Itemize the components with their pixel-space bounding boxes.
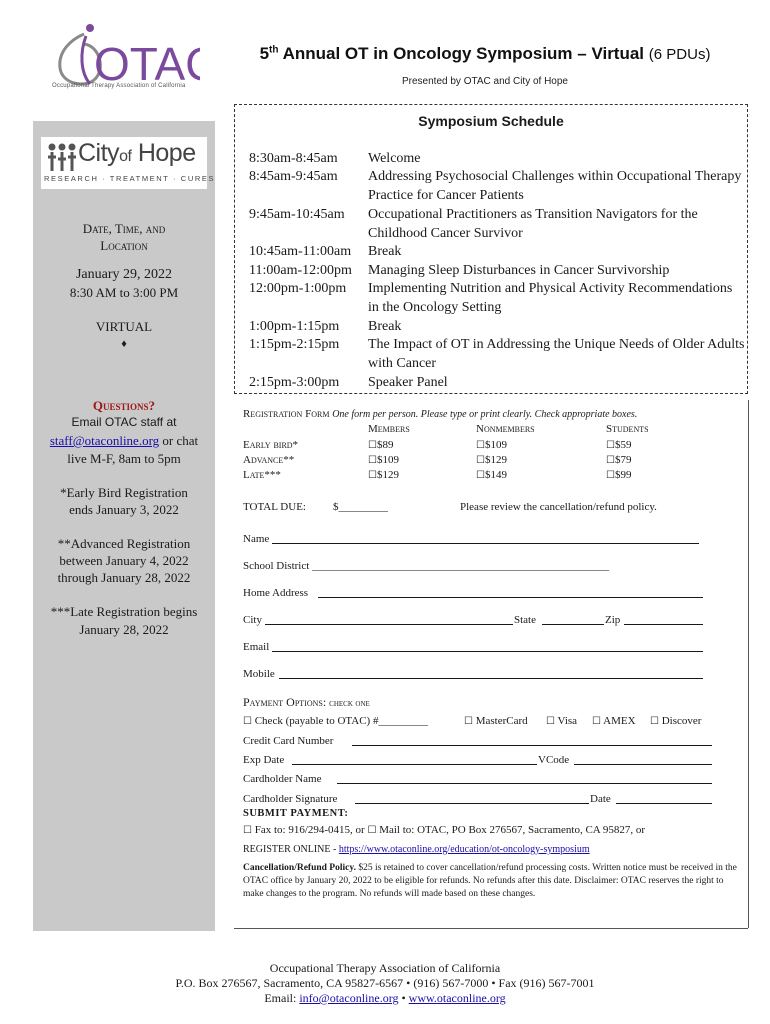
advanced-title: **Advanced Registration — [57, 536, 191, 551]
schedule-time: 8:45am-9:45am — [249, 169, 338, 184]
checkbox-icon: ☐ — [592, 716, 601, 727]
checkbox-icon: ☐ — [546, 716, 555, 727]
logo-text: OTA — [94, 38, 186, 90]
event-virtual: VIRTUAL — [95, 319, 153, 334]
city-of-hope-icon — [44, 141, 80, 177]
col-members: Members — [368, 423, 410, 435]
price-checkbox[interactable]: ☐$109 — [476, 439, 507, 451]
total-due-field[interactable]: $_________ — [333, 501, 388, 513]
form-bottom-rule — [234, 928, 748, 929]
name-label: Name — [243, 533, 270, 545]
schedule-desc: The Impact of OT in Addressing the Unique Needs of Older Adults with Cancer — [368, 337, 745, 371]
zip-field[interactable] — [624, 624, 703, 625]
footer-email-link[interactable]: info@otaconline.org — [299, 991, 399, 1005]
email-label: Email — [243, 641, 270, 653]
schedule-time: 9:45am-10:45am — [249, 207, 345, 222]
early-bird-date: ends January 3, 2022 — [69, 502, 179, 517]
home-address-label: Home Address — [243, 587, 309, 599]
footer-contact: Email: info@otaconline.org • www.otaconline.org — [264, 991, 506, 1005]
footer-website-link[interactable]: www.otaconline.org — [408, 991, 506, 1005]
row-late: Late*** — [243, 469, 281, 481]
staff-email-link[interactable]: staff@otaconline.org — [49, 433, 160, 448]
vcode-label: VCode — [538, 754, 570, 766]
schedule-desc: Addressing Psychosocial Challenges within Occupational Therapy Practice for Cancer Patients — [368, 169, 742, 203]
schedule-desc: Managing Sleep Disturbances in Cancer Survivorship — [368, 263, 670, 278]
logo-subtext: Occupational Therapy Association of California — [52, 83, 186, 89]
questions-email-line: staff@otaconline.org or chat — [49, 433, 199, 448]
cardholder-signature-field[interactable] — [355, 803, 589, 804]
questions-line3: live M-F, 8am to 5pm — [67, 451, 181, 466]
price-checkbox[interactable]: ☐$89 — [368, 439, 394, 451]
discover-option[interactable]: ☐ Discover — [650, 715, 702, 727]
schedule-time: 1:15pm-2:15pm — [249, 337, 340, 352]
state-label: State — [514, 614, 536, 626]
page-subtitle: Presented by OTAC and City of Hope — [401, 76, 568, 87]
exp-date-label: Exp Date — [243, 754, 285, 766]
schedule-desc: Implementing Nutrition and Physical Activity Recommendations in the Oncology Setting — [368, 281, 733, 315]
check-option[interactable]: ☐ Check (payable to OTAC) #_________ — [243, 715, 428, 727]
mobile-label: Mobile — [243, 668, 275, 680]
event-time: 8:30 AM to 3:00 PM — [69, 285, 179, 300]
zip-label: Zip — [605, 614, 621, 626]
event-date: January 29, 2022 — [75, 267, 173, 282]
row-early-bird: Early bird* — [243, 439, 299, 451]
date-field[interactable] — [616, 803, 712, 804]
footer-org-name: Occupational Therapy Association of California — [269, 961, 501, 975]
name-field[interactable] — [272, 543, 699, 544]
price-checkbox[interactable]: ☐$129 — [476, 454, 507, 466]
schedule-time: 12:00pm-1:00pm — [249, 281, 347, 296]
register-online: REGISTER ONLINE - https://www.otaconline.org/education/ot-oncology-symposium — [243, 844, 590, 855]
checkbox-icon: ☐ — [464, 716, 473, 727]
city-of-hope-name: Cityof Hope — [78, 139, 196, 167]
advanced-line2: between January 4, 2022 — [59, 553, 189, 568]
late-date: January 28, 2022 — [79, 622, 169, 637]
amex-option[interactable]: ☐ AMEX — [592, 715, 636, 727]
checkbox-icon[interactable]: ☐ — [243, 825, 252, 836]
submit-payment-heading: SUBMIT PAYMENT: — [243, 808, 349, 819]
mastercard-option[interactable]: ☐ MasterCard — [464, 715, 528, 727]
checkbox-icon: ☐ — [243, 716, 252, 727]
schedule-time: 2:15pm-3:00pm — [249, 375, 340, 390]
price-checkbox[interactable]: ☐$109 — [368, 454, 399, 466]
dtl-line2: Location — [100, 238, 148, 253]
schedule-time: 8:30am-8:45am — [249, 151, 338, 166]
late-title: ***Late Registration begins — [50, 604, 198, 619]
registration-form-heading: Registration Form One form per person. Please type or print clearly. Check appropriate boxes. — [243, 408, 638, 420]
state-field[interactable] — [542, 624, 604, 625]
date-label: Date — [590, 793, 611, 805]
checkbox-icon: ☐ — [650, 716, 659, 727]
exp-date-field[interactable] — [292, 764, 537, 765]
price-checkbox[interactable]: ☐$129 — [368, 469, 399, 481]
price-checkbox[interactable]: ☐$59 — [606, 439, 632, 451]
col-students: Students — [606, 423, 649, 435]
schedule-desc: Occupational Practitioners as Transition Navigators for the Childhood Cancer Survivor — [368, 207, 698, 241]
credit-card-number-label: Credit Card Number — [243, 735, 334, 747]
cancellation-note: Please review the cancellation/refund policy. — [460, 501, 657, 513]
cardholder-signature-label: Cardholder Signature — [243, 793, 338, 805]
email-field[interactable] — [272, 651, 703, 652]
cancellation-policy: Cancellation/Refund Policy. $25 is retained to cover cancellation/refund processing costs. Written notice must be received in the OTAC office by January 20, 2022 to be eligible for refunds. No refunds after this date. Disclaimer: OTAC reserves the right to make changes to the program. No refunds will made based on these changes. — [243, 863, 737, 899]
school-district-field[interactable]: ______________________________________________________ — [312, 560, 610, 572]
payment-options-heading: Payment Options: check one — [243, 695, 370, 709]
dtl-line1: Date, Time, and — [82, 221, 166, 236]
date-time-location-heading — [33, 220, 215, 254]
schedule-desc: Break — [368, 319, 402, 334]
visa-option[interactable]: ☐ Visa — [546, 715, 578, 727]
early-bird-title: *Early Bird Registration — [60, 485, 188, 500]
price-checkbox[interactable]: ☐$99 — [606, 469, 632, 481]
school-district-label: School District ______________________________________________________ — [243, 560, 610, 572]
price-checkbox[interactable]: ☐$79 — [606, 454, 632, 466]
vcode-field[interactable] — [574, 764, 712, 765]
city-of-hope-tagline: RESEARCH · TREATMENT · CURES — [44, 174, 216, 183]
home-address-field[interactable] — [318, 597, 703, 598]
schedule-desc: Speaker Panel — [368, 375, 448, 390]
checkbox-icon[interactable]: ☐ — [367, 825, 377, 836]
mobile-field[interactable] — [279, 678, 703, 679]
row-advance: Advance** — [243, 454, 295, 466]
page-title: 5th Annual OT in Oncology Symposium – Virtual (6 PDUs) — [259, 44, 711, 63]
questions-heading: Questions? — [92, 398, 156, 413]
cardholder-name-field[interactable] — [337, 783, 712, 784]
schedule-desc: Welcome — [368, 151, 421, 166]
questions-line1: Email OTAC staff at — [71, 415, 177, 429]
schedule-time: 10:45am-11:00am — [249, 244, 352, 259]
submit-methods: ☐ Fax to: 916/294-0415, or ☐ Mail to: OTAC, PO Box 276567, Sacramento, CA 95827, or — [243, 824, 646, 836]
form-right-rule — [748, 400, 749, 928]
city-field[interactable] — [265, 624, 513, 625]
col-nonmembers: Nonmembers — [476, 423, 535, 435]
total-due-label: TOTAL DUE: — [243, 501, 306, 513]
cardholder-name-label: Cardholder Name — [243, 773, 322, 785]
schedule-time: 1:00pm-1:15pm — [249, 319, 340, 334]
schedule-time: 11:00am-12:00pm — [249, 263, 352, 278]
schedule-title: Symposium Schedule — [418, 113, 564, 129]
credit-card-number-field[interactable] — [352, 745, 712, 746]
footer-address: P.O. Box 276567, Sacramento, CA 95827-6567 • (916) 567-7000 • Fax (916) 567-7001 — [175, 976, 595, 990]
schedule-desc: Break — [368, 244, 402, 259]
price-checkbox[interactable]: ☐$149 — [476, 469, 507, 481]
diamond-icon: ♦ — [121, 338, 127, 350]
advanced-line3: through January 28, 2022 — [57, 570, 191, 585]
register-online-link[interactable]: https://www.otaconline.org/education/ot-oncology-symposium — [338, 844, 590, 855]
city-label: City — [243, 614, 262, 626]
